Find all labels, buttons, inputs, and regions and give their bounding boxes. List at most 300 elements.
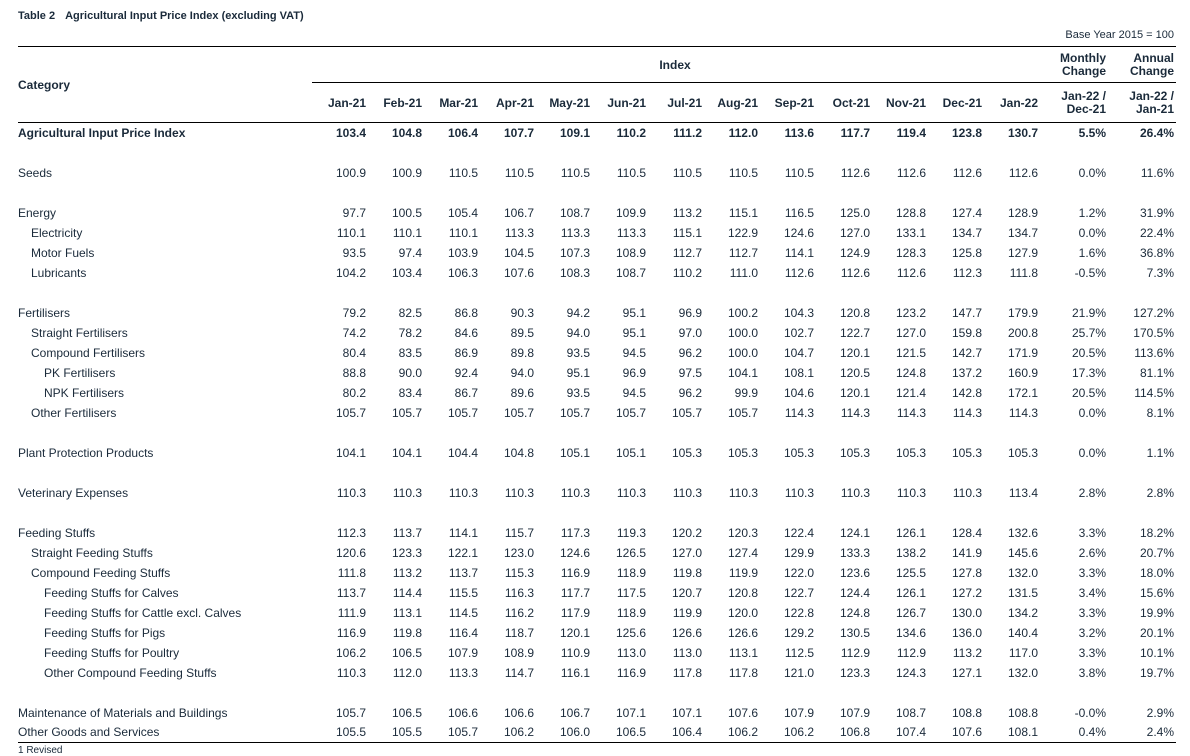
- index-value-cell: 105.5: [335, 725, 366, 739]
- index-value-cell: 133.3: [839, 546, 870, 560]
- index-value-cell: 127.1: [951, 666, 982, 680]
- index-value-cell: 106.2: [335, 646, 366, 660]
- annual-change-cell: 1.1%: [1146, 446, 1174, 460]
- index-value-cell: 107.1: [671, 706, 702, 720]
- index-value-cell: 147.7: [951, 306, 982, 320]
- index-value-cell: 93.5: [566, 346, 590, 360]
- category-cell: Motor Fuels: [31, 246, 95, 260]
- index-value-cell: 118.9: [616, 606, 646, 620]
- index-value-cell: 106.8: [839, 725, 870, 739]
- index-value-cell: 120.6: [335, 546, 366, 560]
- index-value-cell: 113.2: [392, 566, 422, 580]
- table-row: [0, 306, 1190, 324]
- index-value-cell: 112.6: [840, 166, 870, 180]
- index-value-cell: 94.5: [622, 386, 646, 400]
- table-row: [0, 526, 1190, 544]
- month-header: May-21: [549, 96, 590, 110]
- index-value-cell: 107.3: [559, 246, 590, 260]
- index-value-cell: 112.9: [896, 646, 926, 660]
- index-value-cell: 116.3: [504, 586, 534, 600]
- index-value-cell: 114.3: [1008, 406, 1038, 420]
- index-value-cell: 132.0: [1007, 566, 1038, 580]
- category-cell: Lubricants: [31, 266, 87, 280]
- category-cell: Maintenance of Materials and Buildings: [18, 706, 228, 720]
- index-value-cell: 109.9: [615, 206, 646, 220]
- index-value-cell: 110.3: [672, 486, 702, 500]
- annual-change-cell: 2.8%: [1146, 486, 1174, 500]
- index-value-cell: 106.3: [447, 266, 478, 280]
- index-value-cell: 107.9: [447, 646, 478, 660]
- index-value-cell: 93.5: [342, 246, 366, 260]
- index-value-cell: 117.3: [560, 526, 590, 540]
- table-row: [0, 386, 1190, 404]
- monthly-change-cell: 25.7%: [1071, 326, 1106, 340]
- index-value-cell: 116.9: [616, 666, 646, 680]
- index-value-cell: 113.3: [448, 666, 478, 680]
- index-value-cell: 94.0: [510, 366, 534, 380]
- index-value-cell: 116.2: [504, 606, 534, 620]
- index-value-cell: 127.0: [671, 546, 702, 560]
- index-value-cell: 140.4: [1007, 626, 1038, 640]
- index-value-cell: 106.4: [447, 126, 478, 140]
- index-value-cell: 122.7: [839, 326, 870, 340]
- monthly-change-cell: 0.0%: [1078, 406, 1106, 420]
- index-value-cell: 122.9: [727, 226, 758, 240]
- index-value-cell: 137.2: [951, 366, 982, 380]
- index-value-cell: 105.7: [727, 406, 758, 420]
- index-value-cell: 109.1: [559, 126, 590, 140]
- index-value-cell: 117.8: [672, 666, 702, 680]
- index-value-cell: 105.4: [447, 206, 478, 220]
- index-value-cell: 105.7: [671, 406, 702, 420]
- index-value-cell: 134.6: [895, 626, 926, 640]
- table-row: [0, 706, 1190, 724]
- index-value-cell: 107.9: [839, 706, 870, 720]
- annual-change-cell: 114.5%: [1134, 386, 1174, 400]
- index-value-cell: 110.3: [336, 666, 366, 680]
- index-value-cell: 122.8: [783, 606, 814, 620]
- index-value-cell: 110.3: [952, 486, 982, 500]
- index-value-cell: 99.9: [734, 386, 758, 400]
- index-value-cell: 105.1: [615, 446, 646, 460]
- index-value-cell: 96.9: [622, 366, 646, 380]
- annual-period-line1: Jan-22 /: [1129, 89, 1174, 103]
- index-value-cell: 117.7: [840, 126, 870, 140]
- annual-change-header: [1130, 52, 1174, 78]
- index-value-cell: 83.5: [398, 346, 422, 360]
- index-value-cell: 79.2: [342, 306, 366, 320]
- table-row: [0, 206, 1190, 224]
- category-cell: Feeding Stuffs: [18, 526, 96, 540]
- index-value-cell: 134.7: [1007, 226, 1038, 240]
- index-value-cell: 107.6: [951, 725, 982, 739]
- index-value-cell: 124.6: [559, 546, 590, 560]
- index-value-cell: 88.8: [342, 366, 366, 380]
- index-value-cell: 112.6: [784, 266, 814, 280]
- index-value-cell: 117.7: [560, 586, 590, 600]
- annual-change-cell: 2.9%: [1146, 706, 1174, 720]
- index-group-rule: [312, 82, 1176, 83]
- index-value-cell: 96.2: [678, 346, 702, 360]
- index-value-cell: 106.6: [503, 706, 534, 720]
- index-value-cell: 124.3: [895, 666, 926, 680]
- index-value-cell: 115.1: [728, 206, 758, 220]
- index-value-cell: 105.7: [447, 725, 478, 739]
- footnote: 1 Revised: [18, 745, 63, 756]
- index-value-cell: 80.2: [342, 386, 366, 400]
- index-value-cell: 127.9: [1007, 246, 1038, 260]
- index-value-cell: 104.4: [447, 446, 478, 460]
- index-value-cell: 108.1: [783, 366, 814, 380]
- index-value-cell: 104.1: [335, 446, 366, 460]
- index-value-cell: 100.0: [727, 326, 758, 340]
- index-value-cell: 112.5: [784, 646, 814, 660]
- index-value-cell: 105.3: [1007, 446, 1038, 460]
- category-cell: Seeds: [18, 166, 53, 180]
- index-value-cell: 97.0: [678, 326, 702, 340]
- index-value-cell: 126.1: [895, 586, 926, 600]
- index-value-cell: 127.8: [951, 566, 982, 580]
- index-value-cell: 80.4: [342, 346, 366, 360]
- index-value-cell: 114.3: [952, 406, 982, 420]
- index-value-cell: 114.3: [840, 406, 870, 420]
- index-value-cell: 104.3: [783, 306, 814, 320]
- index-value-cell: 113.1: [392, 606, 422, 620]
- annual-change-cell: 170.5%: [1133, 326, 1174, 340]
- index-value-cell: 89.5: [510, 326, 534, 340]
- index-value-cell: 113.2: [672, 206, 702, 220]
- table-row: [0, 406, 1190, 424]
- category-cell: Electricity: [31, 226, 83, 240]
- table-row: [0, 566, 1190, 584]
- index-value-cell: 100.2: [727, 306, 758, 320]
- table-row: [0, 346, 1190, 364]
- monthly-change-cell: 0.0%: [1078, 166, 1106, 180]
- category-cell: Fertilisers: [18, 306, 71, 320]
- index-value-cell: 105.3: [671, 446, 702, 460]
- index-value-cell: 112.0: [392, 666, 422, 680]
- index-value-cell: 127.0: [839, 226, 870, 240]
- table-row: [0, 246, 1190, 264]
- index-value-cell: 117.8: [728, 666, 758, 680]
- index-value-cell: 120.1: [839, 346, 870, 360]
- index-value-cell: 132.0: [1007, 666, 1038, 680]
- index-value-cell: 120.2: [671, 526, 702, 540]
- category-cell: PK Fertilisers: [44, 366, 116, 380]
- index-value-cell: 105.7: [615, 406, 646, 420]
- index-value-cell: 106.5: [391, 706, 422, 720]
- index-value-cell: 133.1: [895, 226, 926, 240]
- index-value-cell: 115.1: [672, 226, 702, 240]
- index-value-cell: 112.0: [728, 126, 758, 140]
- index-value-cell: 106.5: [391, 646, 422, 660]
- index-value-cell: 84.6: [454, 326, 478, 340]
- index-value-cell: 103.4: [335, 126, 366, 140]
- index-value-cell: 94.2: [566, 306, 590, 320]
- category-cell: Feeding Stuffs for Poultry: [44, 646, 180, 660]
- index-value-cell: 105.7: [335, 406, 366, 420]
- header-bottom-rule: [18, 122, 1176, 123]
- index-value-cell: 123.2: [895, 306, 926, 320]
- index-value-cell: 105.3: [839, 446, 870, 460]
- index-value-cell: 117.0: [1008, 646, 1038, 660]
- category-cell: Feeding Stuffs for Cattle excl. Calves: [44, 606, 242, 620]
- table-row: [0, 586, 1190, 604]
- monthly-change-cell: 3.3%: [1078, 526, 1106, 540]
- index-value-cell: 132.6: [1007, 526, 1038, 540]
- index-value-cell: 104.1: [391, 446, 422, 460]
- index-value-cell: 107.9: [783, 706, 814, 720]
- index-value-cell: 100.5: [391, 206, 422, 220]
- category-cell: NPK Fertilisers: [44, 386, 125, 400]
- month-header: Nov-21: [885, 96, 926, 110]
- index-value-cell: 113.7: [336, 586, 366, 600]
- monthly-change-cell: 2.6%: [1078, 546, 1106, 560]
- index-value-cell: 78.2: [398, 326, 422, 340]
- index-value-cell: 123.3: [391, 546, 422, 560]
- table-row: [0, 666, 1190, 684]
- index-value-cell: 97.7: [342, 206, 366, 220]
- index-value-cell: 111.2: [673, 126, 702, 140]
- table-row: [0, 326, 1190, 344]
- index-value-cell: 102.7: [783, 326, 814, 340]
- index-value-cell: 138.2: [895, 546, 926, 560]
- index-value-cell: 105.3: [727, 446, 758, 460]
- monthly-change-cell: 3.8%: [1078, 666, 1106, 680]
- index-value-cell: 108.1: [1007, 725, 1038, 739]
- index-value-cell: 95.1: [622, 306, 646, 320]
- index-value-cell: 113.7: [448, 566, 478, 580]
- index-value-cell: 113.1: [728, 646, 758, 660]
- monthly-change-cell: 3.3%: [1078, 566, 1106, 580]
- index-value-cell: 120.8: [839, 306, 870, 320]
- category-cell: Agricultural Input Price Index: [18, 126, 186, 140]
- monthly-change-cell: 21.9%: [1071, 306, 1106, 320]
- index-value-cell: 112.6: [840, 266, 870, 280]
- monthly-change-cell: 0.0%: [1078, 226, 1106, 240]
- index-value-cell: 110.1: [392, 226, 422, 240]
- index-value-cell: 107.6: [727, 706, 758, 720]
- category-cell: Energy: [18, 206, 57, 220]
- monthly-change-header: [1060, 52, 1106, 78]
- index-value-cell: 111.8: [337, 566, 366, 580]
- index-value-cell: 106.0: [559, 725, 590, 739]
- index-value-cell: 107.4: [895, 725, 926, 739]
- index-value-cell: 82.5: [398, 306, 422, 320]
- index-value-cell: 108.7: [559, 206, 590, 220]
- annual-change-cell: 11.6%: [1140, 166, 1174, 180]
- index-value-cell: 123.3: [839, 666, 870, 680]
- index-value-cell: 117.5: [616, 586, 646, 600]
- category-cell: Feeding Stuffs for Calves: [44, 586, 179, 600]
- index-value-cell: 94.5: [622, 346, 646, 360]
- category-cell: Veterinary Expenses: [18, 486, 129, 500]
- category-cell: Other Compound Feeding Stuffs: [44, 666, 217, 680]
- monthly-change-header-line2: Change: [1061, 64, 1106, 78]
- monthly-period-line1: Jan-22 /: [1061, 89, 1106, 103]
- index-value-cell: 122.1: [447, 546, 478, 560]
- index-value-cell: 127.2: [951, 586, 982, 600]
- index-value-cell: 114.7: [504, 666, 534, 680]
- index-value-cell: 114.3: [896, 406, 926, 420]
- index-value-cell: 110.5: [784, 166, 814, 180]
- index-value-cell: 106.2: [727, 725, 758, 739]
- index-value-cell: 112.3: [336, 526, 366, 540]
- index-value-cell: 126.6: [727, 626, 758, 640]
- monthly-period-line2: Dec-21: [1066, 102, 1106, 116]
- index-value-cell: 96.9: [678, 306, 702, 320]
- index-value-cell: 110.5: [504, 166, 534, 180]
- monthly-change-cell: 3.3%: [1078, 606, 1106, 620]
- monthly-change-cell: 1.2%: [1078, 206, 1106, 220]
- table-title: [18, 10, 304, 22]
- table-row: [0, 366, 1190, 384]
- index-value-cell: 106.5: [615, 725, 646, 739]
- category-cell: Compound Feeding Stuffs: [31, 566, 171, 580]
- index-value-cell: 112.7: [728, 246, 758, 260]
- index-value-cell: 126.6: [671, 626, 702, 640]
- index-value-cell: 114.4: [392, 586, 422, 600]
- index-value-cell: 110.3: [560, 486, 590, 500]
- index-value-cell: 104.7: [783, 346, 814, 360]
- index-value-cell: 106.7: [503, 206, 534, 220]
- month-header: Dec-21: [942, 96, 982, 110]
- index-value-cell: 108.8: [951, 706, 982, 720]
- annual-change-cell: 19.7%: [1139, 666, 1174, 680]
- index-value-cell: 110.3: [784, 486, 814, 500]
- monthly-change-header-line1: Monthly: [1060, 51, 1106, 65]
- index-value-cell: 120.5: [839, 366, 870, 380]
- month-header: Feb-21: [383, 96, 422, 110]
- index-value-cell: 111.8: [1009, 266, 1038, 280]
- index-group-header: Index: [659, 58, 691, 72]
- index-value-cell: 114.5: [448, 606, 478, 620]
- category-cell: Plant Protection Products: [18, 446, 154, 460]
- index-value-cell: 110.3: [392, 486, 422, 500]
- index-value-cell: 103.4: [391, 266, 422, 280]
- index-value-cell: 128.3: [895, 246, 926, 260]
- index-value-cell: 90.3: [510, 306, 534, 320]
- index-value-cell: 97.5: [678, 366, 702, 380]
- annual-period-header: [1129, 90, 1174, 116]
- index-value-cell: 120.7: [671, 586, 702, 600]
- index-value-cell: 119.3: [616, 526, 646, 540]
- month-header: Mar-21: [439, 96, 478, 110]
- index-value-cell: 125.8: [951, 246, 982, 260]
- index-value-cell: 106.7: [559, 706, 590, 720]
- index-value-cell: 111.0: [729, 266, 758, 280]
- month-header: Oct-21: [832, 96, 870, 110]
- index-value-cell: 123.6: [839, 566, 870, 580]
- index-value-cell: 125.5: [895, 566, 926, 580]
- index-value-cell: 113.4: [1008, 486, 1038, 500]
- index-value-cell: 142.7: [951, 346, 982, 360]
- index-value-cell: 100.9: [335, 166, 366, 180]
- index-value-cell: 119.8: [672, 566, 702, 580]
- annual-change-cell: 20.1%: [1139, 626, 1174, 640]
- index-value-cell: 95.1: [566, 366, 590, 380]
- index-value-cell: 145.6: [1007, 546, 1038, 560]
- category-cell: Feeding Stuffs for Pigs: [44, 626, 166, 640]
- index-value-cell: 114.1: [784, 246, 814, 260]
- index-value-cell: 105.7: [447, 406, 478, 420]
- index-value-cell: 96.2: [678, 386, 702, 400]
- index-value-cell: 104.2: [335, 266, 366, 280]
- annual-change-cell: 10.1%: [1139, 646, 1174, 660]
- index-value-cell: 126.5: [615, 546, 646, 560]
- table-title-text: Agricultural Input Price Index (excluding VAT): [65, 10, 304, 22]
- index-value-cell: 134.7: [951, 226, 982, 240]
- index-value-cell: 113.6: [784, 126, 814, 140]
- index-value-cell: 104.6: [783, 386, 814, 400]
- index-value-cell: 95.1: [622, 326, 646, 340]
- annual-change-header-line1: Annual: [1133, 51, 1174, 65]
- index-value-cell: 110.2: [672, 266, 702, 280]
- index-value-cell: 107.6: [503, 266, 534, 280]
- index-value-cell: 171.9: [1007, 346, 1038, 360]
- annual-change-cell: 20.7%: [1139, 546, 1174, 560]
- index-value-cell: 110.3: [728, 486, 758, 500]
- index-value-cell: 129.2: [783, 626, 814, 640]
- index-value-cell: 119.9: [728, 566, 758, 580]
- index-value-cell: 159.8: [951, 326, 982, 340]
- index-value-cell: 124.8: [839, 606, 870, 620]
- index-value-cell: 94.0: [566, 326, 590, 340]
- index-value-cell: 116.1: [560, 666, 590, 680]
- category-cell: Other Goods and Services: [18, 725, 160, 739]
- index-value-cell: 123.8: [951, 126, 982, 140]
- annual-change-cell: 19.9%: [1139, 606, 1174, 620]
- index-value-cell: 125.0: [839, 206, 870, 220]
- index-value-cell: 106.2: [783, 725, 814, 739]
- index-value-cell: 86.8: [454, 306, 478, 320]
- index-value-cell: 110.3: [616, 486, 646, 500]
- annual-change-cell: 7.3%: [1146, 266, 1174, 280]
- index-value-cell: 113.2: [952, 646, 982, 660]
- index-value-cell: 124.9: [839, 246, 870, 260]
- index-value-cell: 125.6: [615, 626, 646, 640]
- table-row: [0, 725, 1190, 743]
- index-value-cell: 112.6: [896, 166, 926, 180]
- monthly-change-cell: 20.5%: [1071, 346, 1106, 360]
- index-value-cell: 124.4: [839, 586, 870, 600]
- index-value-cell: 113.3: [504, 226, 534, 240]
- index-value-cell: 116.5: [784, 206, 814, 220]
- category-cell: Straight Fertilisers: [31, 326, 128, 340]
- index-value-cell: 105.7: [559, 406, 590, 420]
- month-header: Aug-21: [717, 96, 758, 110]
- index-value-cell: 105.1: [559, 446, 590, 460]
- index-value-cell: 116.9: [336, 626, 366, 640]
- index-value-cell: 117.9: [560, 606, 590, 620]
- index-value-cell: 131.5: [1007, 586, 1038, 600]
- monthly-change-cell: 0.4%: [1078, 725, 1106, 739]
- index-value-cell: 142.8: [951, 386, 982, 400]
- monthly-change-cell: 17.3%: [1071, 366, 1106, 380]
- index-value-cell: 106.4: [671, 725, 702, 739]
- month-header: Jan-21: [327, 96, 366, 110]
- index-value-cell: 113.0: [672, 646, 702, 660]
- monthly-change-cell: 1.6%: [1078, 246, 1106, 260]
- category-cell: Compound Fertilisers: [31, 346, 146, 360]
- index-value-cell: 121.4: [895, 386, 926, 400]
- month-header: Jan-22: [999, 96, 1038, 110]
- month-header: Sep-21: [774, 96, 814, 110]
- index-value-cell: 128.8: [895, 206, 926, 220]
- table-row: [0, 126, 1190, 144]
- index-value-cell: 74.2: [342, 326, 366, 340]
- index-value-cell: 116.9: [560, 566, 590, 580]
